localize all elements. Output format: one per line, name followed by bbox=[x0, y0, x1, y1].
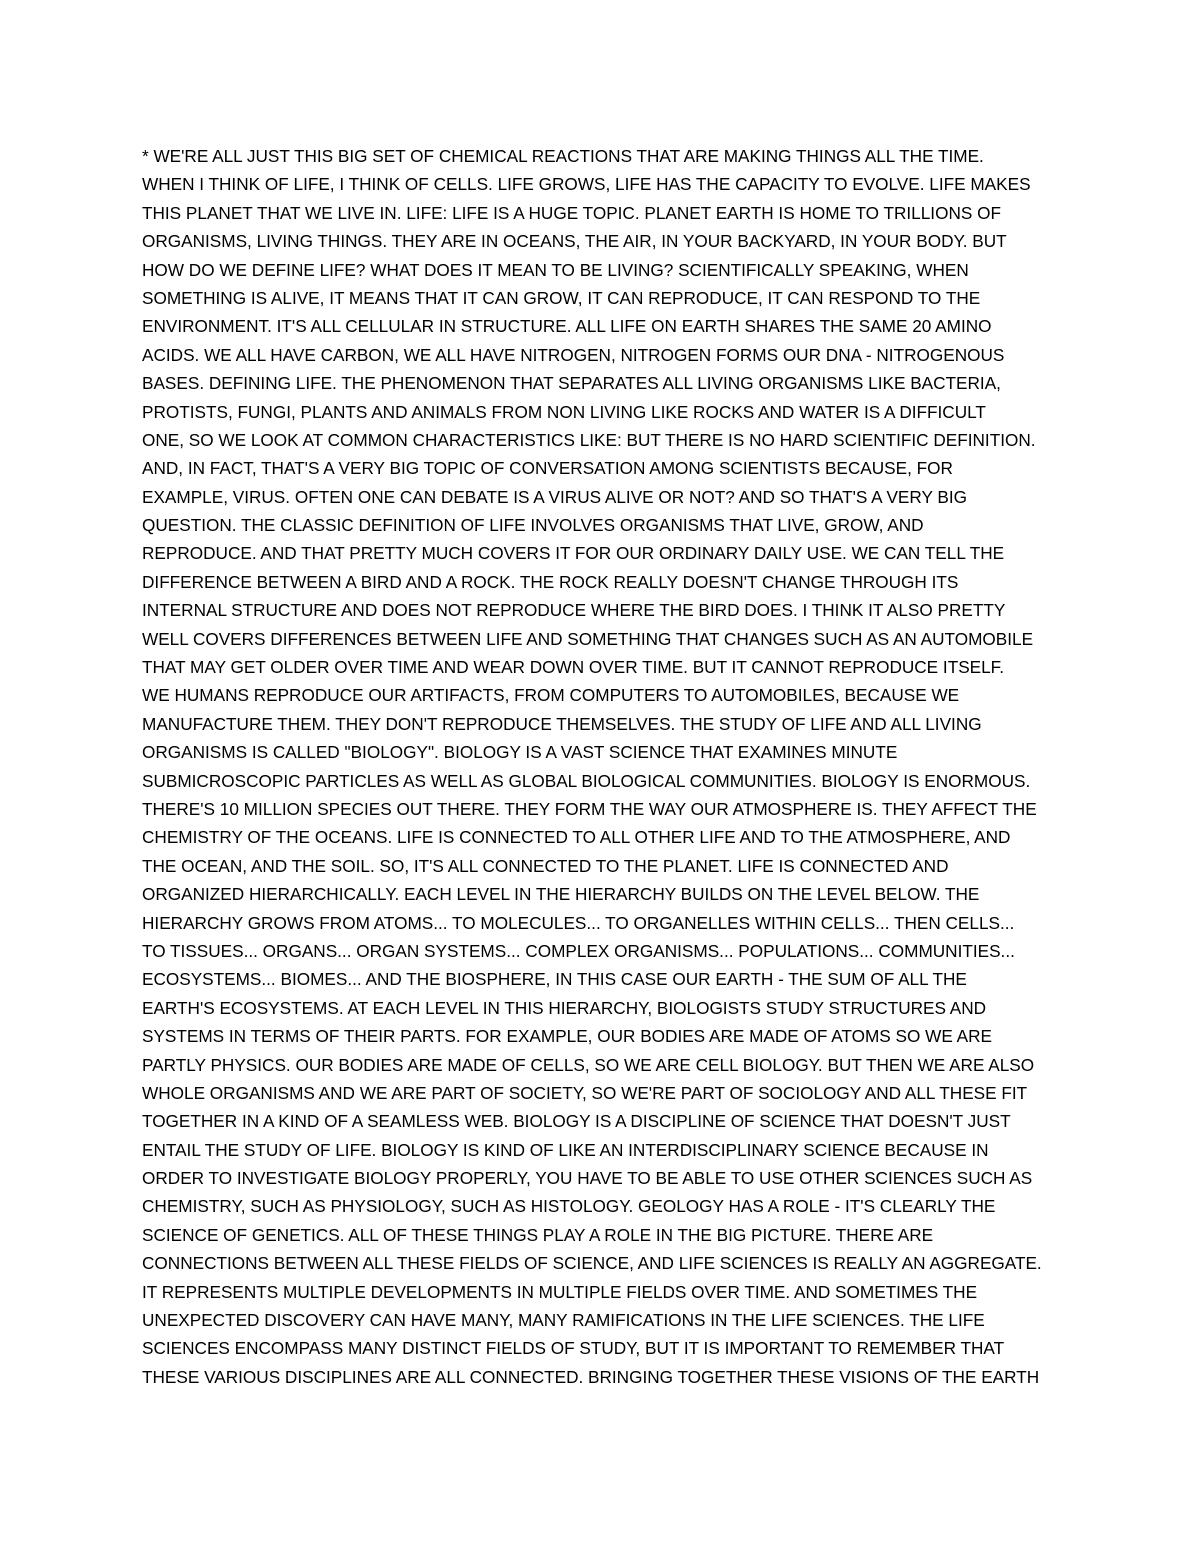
text-line: DIFFERENCE BETWEEN A BIRD AND A ROCK. THE ROCK REALLY DOESN'T CHANGE THROUGH ITS bbox=[142, 571, 959, 592]
text-line: PARTLY PHYSICS. OUR BODIES ARE MADE OF CELLS, SO WE ARE CELL BIOLOGY. BUT THEN WE ARE ALSO bbox=[142, 1054, 1035, 1075]
text-line: HIERARCHY GROWS FROM ATOMS... TO MOLECULES... TO ORGANELLES WITHIN CELLS... THEN CELLS... bbox=[142, 912, 1015, 933]
text-line: SYSTEMS IN TERMS OF THEIR PARTS. FOR EXAMPLE, OUR BODIES ARE MADE OF ATOMS SO WE ARE bbox=[142, 1026, 992, 1047]
text-line: CHEMISTRY, SUCH AS PHYSIOLOGY, SUCH AS HISTOLOGY. GEOLOGY HAS A ROLE - IT'S CLEARLY THE bbox=[142, 1196, 996, 1217]
text-line: PROTISTS, FUNGI, PLANTS AND ANIMALS FROM NON LIVING LIKE ROCKS AND WATER IS A DIFFICULT bbox=[142, 401, 986, 422]
text-line: ECOSYSTEMS... BIOMES... AND THE BIOSPHERE, IN THIS CASE OUR EARTH - THE SUM OF ALL THE bbox=[142, 969, 967, 990]
text-line: SUBMICROSCOPIC PARTICLES AS WELL AS GLOBAL BIOLOGICAL COMMUNITIES. BIOLOGY IS ENORMOUS. bbox=[142, 770, 1031, 791]
text-line: WE HUMANS REPRODUCE OUR ARTIFACTS, FROM COMPUTERS TO AUTOMOBILES, BECAUSE WE bbox=[142, 685, 960, 706]
text-line: THIS PLANET THAT WE LIVE IN. LIFE: LIFE IS A HUGE TOPIC. PLANET EARTH IS HOME TO TRILLIONS OF bbox=[142, 202, 1001, 223]
text-line: ACIDS. WE ALL HAVE CARBON, WE ALL HAVE NITROGEN, NITROGEN FORMS OUR DNA - NITROGENOUS bbox=[142, 344, 1005, 365]
text-line: AND, IN FACT, THAT'S A VERY BIG TOPIC OF CONVERSATION AMONG SCIENTISTS BECAUSE, FOR bbox=[142, 458, 953, 479]
text-line: MANUFACTURE THEM. THEY DON'T REPRODUCE THEMSELVES. THE STUDY OF LIFE AND ALL LIVING bbox=[142, 713, 982, 734]
text-line: WHEN I THINK OF LIFE, I THINK OF CELLS. LIFE GROWS, LIFE HAS THE CAPACITY TO EVOLVE. LIFE MAKES bbox=[142, 174, 1031, 195]
text-line: ORGANISMS IS CALLED "BIOLOGY". BIOLOGY IS A VAST SCIENCE THAT EXAMINES MINUTE bbox=[142, 742, 898, 763]
text-line: REPRODUCE. AND THAT PRETTY MUCH COVERS IT FOR OUR ORDINARY DAILY USE. WE CAN TELL THE bbox=[142, 543, 1005, 564]
text-line: BASES. DEFINING LIFE. THE PHENOMENON THAT SEPARATES ALL LIVING ORGANISMS LIKE BACTERIA, bbox=[142, 373, 1001, 394]
body-text bbox=[142, 142, 1082, 1391]
text-line: THE OCEAN, AND THE SOIL. SO, IT'S ALL CONNECTED TO THE PLANET. LIFE IS CONNECTED AND bbox=[142, 855, 949, 876]
text-line: QUESTION. THE CLASSIC DEFINITION OF LIFE INVOLVES ORGANISMS THAT LIVE, GROW, AND bbox=[142, 515, 924, 536]
text-line: ONE, SO WE LOOK AT COMMON CHARACTERISTICS LIKE: BUT THERE IS NO HARD SCIENTIFIC DEFINITION. bbox=[142, 429, 1036, 450]
text-line: UNEXPECTED DISCOVERY CAN HAVE MANY, MANY RAMIFICATIONS IN THE LIFE SCIENCES. THE LIFE bbox=[142, 1310, 985, 1331]
text-line: SCIENCES ENCOMPASS MANY DISTINCT FIELDS OF STUDY, BUT IT IS IMPORTANT TO REMEMBER THAT bbox=[142, 1338, 1005, 1359]
text-line: * WE'RE ALL JUST THIS BIG SET OF CHEMICAL REACTIONS THAT ARE MAKING THINGS ALL THE TIME. bbox=[142, 146, 984, 166]
text-line: THESE VARIOUS DISCIPLINES ARE ALL CONNECTED. BRINGING TOGETHER THESE VISIONS OF THE EARTH bbox=[142, 1366, 1040, 1387]
text-line: TOGETHER IN A KIND OF A SEAMLESS WEB. BIOLOGY IS A DISCIPLINE OF SCIENCE THAT DOESN'T JUST bbox=[142, 1111, 1011, 1132]
text-line: ENVIRONMENT. IT'S ALL CELLULAR IN STRUCTURE. ALL LIFE ON EARTH SHARES THE SAME 20 AMINO bbox=[142, 316, 992, 337]
text-line: INTERNAL STRUCTURE AND DOES NOT REPRODUCE WHERE THE BIRD DOES. I THINK IT ALSO PRETTY bbox=[142, 600, 1006, 621]
text-line: ORGANISMS, LIVING THINGS. THEY ARE IN OCEANS, THE AIR, IN YOUR BACKYARD, IN YOUR BODY. BUT bbox=[142, 231, 1007, 252]
text-line: SCIENCE OF GENETICS. ALL OF THESE THINGS PLAY A ROLE IN THE BIG PICTURE. THERE ARE bbox=[142, 1224, 934, 1245]
text-line: ORDER TO INVESTIGATE BIOLOGY PROPERLY, YOU HAVE TO BE ABLE TO USE OTHER SCIENCES SUCH AS bbox=[142, 1168, 1033, 1189]
text-line: EARTH'S ECOSYSTEMS. AT EACH LEVEL IN THIS HIERARCHY, BIOLOGISTS STUDY STRUCTURES AND bbox=[142, 997, 987, 1018]
text-line: WHOLE ORGANISMS AND WE ARE PART OF SOCIETY, SO WE'RE PART OF SOCIOLOGY AND ALL THESE FIT bbox=[142, 1082, 1028, 1103]
text-line: HOW DO WE DEFINE LIFE? WHAT DOES IT MEAN TO BE LIVING? SCIENTIFICALLY SPEAKING, WHEN bbox=[142, 259, 969, 280]
text-line: TO TISSUES... ORGANS... ORGAN SYSTEMS... COMPLEX ORGANISMS... POPULATIONS... COMMUNITIES... bbox=[142, 940, 1015, 961]
text-line: CHEMISTRY OF THE OCEANS. LIFE IS CONNECTED TO ALL OTHER LIFE AND TO THE ATMOSPHERE, AND bbox=[142, 827, 1011, 848]
text-line: WELL COVERS DIFFERENCES BETWEEN LIFE AND SOMETHING THAT CHANGES SUCH AS AN AUTOMOBILE bbox=[142, 628, 1034, 649]
text-line: IT REPRESENTS MULTIPLE DEVELOPMENTS IN MULTIPLE FIELDS OVER TIME. AND SOMETIMES THE bbox=[142, 1281, 978, 1302]
text-line: ENTAIL THE STUDY OF LIFE. BIOLOGY IS KIND OF LIKE AN INTERDISCIPLINARY SCIENCE BECAUSE IN bbox=[142, 1139, 989, 1160]
text-line: EXAMPLE, VIRUS. OFTEN ONE CAN DEBATE IS A VIRUS ALIVE OR NOT? AND SO THAT'S A VERY BIG bbox=[142, 486, 968, 507]
text-line: THERE'S 10 MILLION SPECIES OUT THERE. THEY FORM THE WAY OUR ATMOSPHERE IS. THEY AFFECT THE bbox=[142, 798, 1037, 819]
text-line: CONNECTIONS BETWEEN ALL THESE FIELDS OF SCIENCE, AND LIFE SCIENCES IS REALLY AN AGGREGATE. bbox=[142, 1253, 1042, 1274]
text-line: THAT MAY GET OLDER OVER TIME AND WEAR DOWN OVER TIME. BUT IT CANNOT REPRODUCE ITSELF. bbox=[142, 657, 1005, 678]
text-line: SOMETHING IS ALIVE, IT MEANS THAT IT CAN GROW, IT CAN REPRODUCE, IT CAN RESPOND TO THE bbox=[142, 287, 981, 308]
text-line: ORGANIZED HIERARCHICALLY. EACH LEVEL IN THE HIERARCHY BUILDS ON THE LEVEL BELOW. THE bbox=[142, 884, 980, 905]
